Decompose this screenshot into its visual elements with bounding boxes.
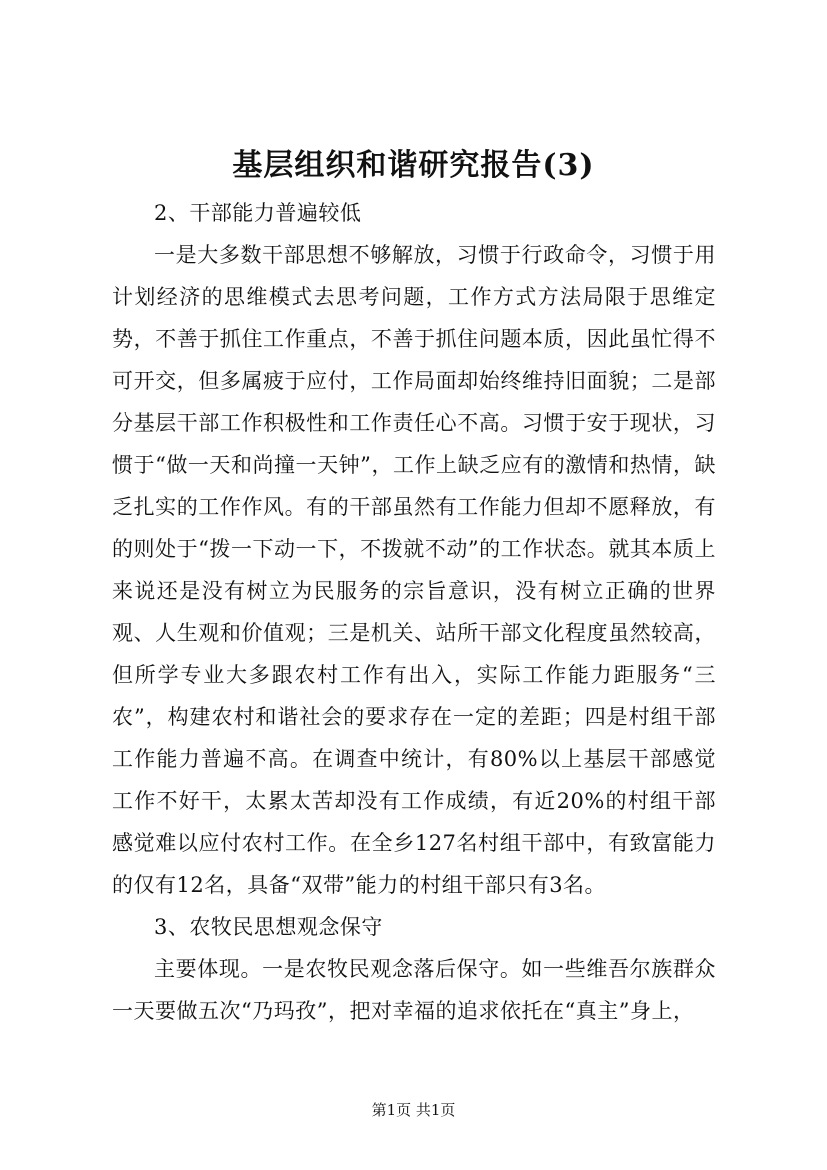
body-paragraph: 主要体现。一是农牧民观念落后保守。如一些维吾尔族群众一天要做五次“乃玛孜”，把对幸福的追求依托在“真主”身上， [112, 957, 716, 1023]
page-footer: 第1页 共1页 [371, 1101, 456, 1119]
body-paragraph: 一是大多数干部思想不够解放，习惯于行政命令，习惯于用计划经济的思维模式去思考问题，工作方式方法局限于思维定势，不善于抓住工作重点，不善于抓住问题本质，因此虽忙得不可开交，但多属疲于应付，工作局面却始终维持旧面貌；二是部分基层干部工作积极性和工作责任心不高。习惯于安于现状，习惯于“做一天和尚撞一天钟”，工作上缺乏应有的激情和热情，缺乏扎实的工作作风。有的干部虽然有工作能力但却不愿释放，有的则处于“拨一下动一下，不拨就不动”的工作状态。就其本质上来说还是没有树立为民服务的宗旨意识，没有树立正确的世界观、人生观和价值观；三是机关、站所干部文化程度虽然较高，但所学专业大多跟农村工作有出入，实际工作能力距服务“三农”，构建农村和谐社会的要求存在一定的差距；四是村组干部工作能力普遍不高。在调查中统计，有80%以上基层干部感觉工作不好干，太累太苦却没有工作成绩，有近20%的村组干部感觉难以应付农村工作。在全乡127名村组干部中，有致富能力的仅有12名，具备“双带”能力的村组干部只有3名。 [112, 243, 716, 897]
section-heading: 3、农牧民思想观念保守 [154, 915, 383, 939]
document-title: 基层组织和谐研究报告(3) [232, 148, 595, 183]
section-heading: 2、干部能力普遍较低 [154, 201, 362, 225]
document-body [112, 192, 716, 1032]
